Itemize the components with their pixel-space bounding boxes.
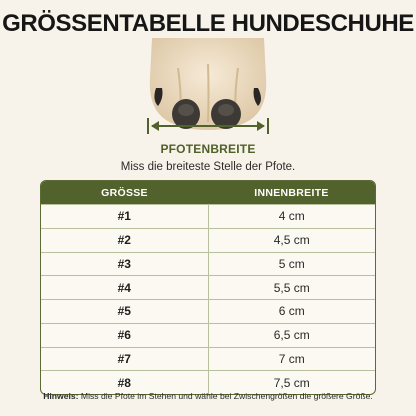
size-cell: #4 xyxy=(41,276,209,299)
size-cell: #7 xyxy=(41,348,209,371)
table-row xyxy=(41,228,375,252)
paw-width-arrow xyxy=(146,116,270,136)
header-inner-width: INNENBREITE xyxy=(254,186,329,199)
table-row xyxy=(41,204,375,228)
table-row xyxy=(41,323,375,347)
table-header xyxy=(41,181,375,204)
size-cell: #6 xyxy=(41,324,209,347)
table-row xyxy=(41,275,375,299)
size-cell: #5 xyxy=(41,300,209,323)
page-title: GRÖSSENTABELLE HUNDESCHUHE xyxy=(2,10,414,37)
size-cell: #2 xyxy=(41,229,209,252)
width-cell: 7 cm xyxy=(278,351,305,366)
size-table xyxy=(40,180,376,395)
hint-text: Miss die Pfote im Stehen und wähle bei Zwischengrößen die größere Größe. xyxy=(78,391,373,401)
hint-note xyxy=(0,391,416,401)
width-cell: 6,5 cm xyxy=(273,328,310,343)
width-cell: 7,5 cm xyxy=(273,375,310,390)
width-cell: 6 cm xyxy=(278,304,305,319)
size-cell: #3 xyxy=(41,253,209,276)
size-cell: #1 xyxy=(41,205,209,228)
header-size: GRÖSSE xyxy=(101,186,148,199)
width-cell: 4 cm xyxy=(278,209,305,224)
table-row xyxy=(41,252,375,276)
width-cell: 4,5 cm xyxy=(273,233,310,248)
hint-label: Hinweis: xyxy=(43,391,79,401)
width-cell: 5,5 cm xyxy=(273,280,310,295)
table-row xyxy=(41,299,375,323)
paw-width-instruction: Miss die breiteste Stelle der Pfote. xyxy=(120,161,296,173)
table-row xyxy=(41,347,375,371)
size-cell: #8 xyxy=(41,371,209,394)
width-cell: 5 cm xyxy=(278,256,305,271)
paw-width-label: PFOTENBREITE xyxy=(160,142,256,156)
